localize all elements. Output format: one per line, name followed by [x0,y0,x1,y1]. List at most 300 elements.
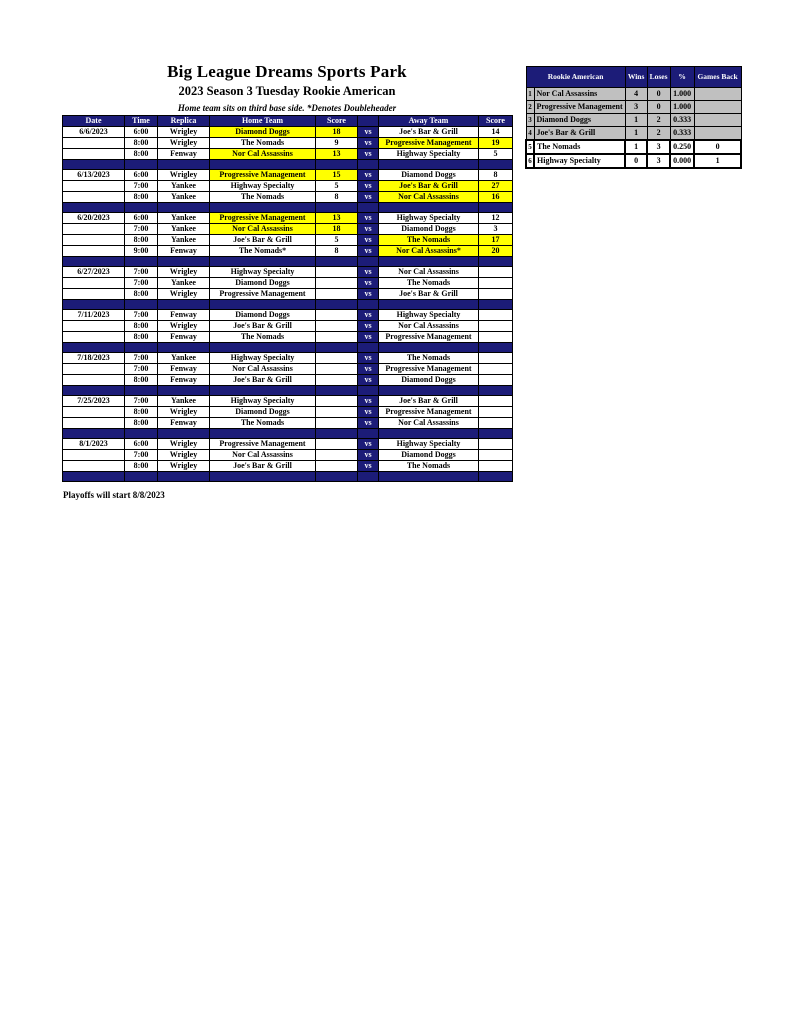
separator-cell [358,300,379,310]
standings-team: Progressive Management [534,101,625,114]
cell-vs-label: vs [358,267,379,278]
schedule-row [63,310,513,321]
cell-away-score [479,439,513,450]
cell-vs-label: vs [358,396,379,407]
cell-away-score [479,364,513,375]
cell-away-score: 20 [479,246,513,257]
separator-cell [210,386,316,396]
cell-home-team: Diamond Doggs [210,310,316,321]
cell-home-score: 18 [316,224,358,235]
separator-cell [379,429,479,439]
header-away-team: Away Team [379,116,479,127]
cell-replica: Yankee [158,235,210,246]
page-title: Big League Dreams Sports Park [167,62,407,81]
cell-replica: Wrigley [158,127,210,138]
standings-rank: 2 [526,101,534,114]
cell-away-team: Highway Specialty [379,149,479,160]
separator-cell [358,429,379,439]
separator-cell [63,429,125,439]
standings-team: Nor Cal Assassins [534,88,625,101]
standings-losses: 2 [647,127,670,141]
cell-home-score [316,450,358,461]
separator-cell [158,203,210,213]
cell-vs-label: vs [358,192,379,203]
cell-home-score: 18 [316,127,358,138]
cell-away-score: 3 [479,224,513,235]
cell-away-score [479,418,513,429]
schedule-row [63,332,513,343]
cell-away-score [479,321,513,332]
cell-home-score [316,418,358,429]
cell-time: 8:00 [125,375,158,386]
cell-away-team: Diamond Doggs [379,224,479,235]
cell-home-team: The Nomads [210,192,316,203]
separator-row [63,343,513,353]
separator-cell [479,203,513,213]
cell-home-team: Nor Cal Assassins [210,149,316,160]
cell-home-score [316,321,358,332]
standings-wins: 0 [625,154,647,168]
cell-time: 6:00 [125,127,158,138]
separator-cell [479,300,513,310]
separator-row [63,257,513,267]
cell-away-team: The Nomads [379,353,479,364]
cell-home-team: The Nomads* [210,246,316,257]
cell-time: 6:00 [125,439,158,450]
cell-vs-label: vs [358,213,379,224]
cell-away-team: Nor Cal Assassins* [379,246,479,257]
schedule-row [63,224,513,235]
separator-cell [158,343,210,353]
standings-pct: 0.250 [670,140,694,154]
cell-vs-label: vs [358,353,379,364]
cell-home-score [316,461,358,472]
cell-home-team: Joe's Bar & Grill [210,461,316,472]
cell-date [63,450,125,461]
cell-home-team: Highway Specialty [210,181,316,192]
cell-time: 8:00 [125,138,158,149]
separator-cell [379,386,479,396]
separator-cell [358,203,379,213]
cell-replica: Yankee [158,396,210,407]
separator-cell [158,300,210,310]
cell-replica: Fenway [158,418,210,429]
cell-home-team: Highway Specialty [210,353,316,364]
separator-cell [479,257,513,267]
standings-row [526,140,741,154]
separator-cell [158,472,210,482]
separator-cell [379,257,479,267]
cell-date: 6/13/2023 [63,170,125,181]
cell-date [63,321,125,332]
cell-vs-label: vs [358,235,379,246]
cell-home-score [316,267,358,278]
cell-vs-label: vs [358,127,379,138]
cell-away-score: 27 [479,181,513,192]
separator-cell [125,203,158,213]
cell-time: 8:00 [125,418,158,429]
cell-replica: Wrigley [158,461,210,472]
standings-losses: 2 [647,114,670,127]
separator-cell [125,257,158,267]
header-time: Time [125,116,158,127]
cell-home-team: Progressive Management [210,289,316,300]
cell-away-team: Joe's Bar & Grill [379,289,479,300]
cell-away-score [479,396,513,407]
cell-vs-label: vs [358,181,379,192]
cell-time: 8:00 [125,407,158,418]
separator-cell [63,343,125,353]
cell-away-team: Joe's Bar & Grill [379,181,479,192]
cell-home-score: 5 [316,235,358,246]
standings-table [525,66,742,169]
cell-date [63,278,125,289]
cell-time: 7:00 [125,278,158,289]
standings-rank: 4 [526,127,534,141]
separator-cell [210,429,316,439]
cell-away-score [479,267,513,278]
standings-rank: 1 [526,88,534,101]
cell-home-team: Progressive Management [210,213,316,224]
cell-home-score [316,310,358,321]
cell-replica: Wrigley [158,289,210,300]
separator-cell [379,300,479,310]
cell-away-score [479,310,513,321]
cell-time: 8:00 [125,461,158,472]
cell-home-score [316,364,358,375]
cell-home-team: The Nomads [210,418,316,429]
cell-away-score: 14 [479,127,513,138]
cell-vs-label: vs [358,450,379,461]
cell-home-score [316,332,358,343]
separator-cell [125,160,158,170]
cell-date: 7/25/2023 [63,396,125,407]
cell-time: 7:00 [125,267,158,278]
separator-row [63,386,513,396]
separator-cell [125,472,158,482]
cell-home-score: 13 [316,149,358,160]
separator-cell [379,203,479,213]
cell-home-score: 9 [316,138,358,149]
cell-replica: Wrigley [158,439,210,450]
cell-replica: Fenway [158,310,210,321]
cell-vs-label: vs [358,375,379,386]
standings-team: The Nomads [534,140,625,154]
schedule-row [63,321,513,332]
schedule-row [63,235,513,246]
cell-home-team: Progressive Management [210,170,316,181]
cell-away-team: The Nomads [379,278,479,289]
cell-date [63,246,125,257]
header-away-score: Score [479,116,513,127]
schedule-row [63,278,513,289]
cell-away-team: Progressive Management [379,138,479,149]
cell-away-team: Highway Specialty [379,439,479,450]
cell-away-team: Diamond Doggs [379,375,479,386]
cell-home-team: Highway Specialty [210,396,316,407]
separator-row [63,203,513,213]
cell-away-team: Nor Cal Assassins [379,418,479,429]
separator-cell [210,472,316,482]
cell-away-score [479,353,513,364]
separator-cell [316,472,358,482]
cell-replica: Fenway [158,246,210,257]
cell-vs-label: vs [358,289,379,300]
standings-losses: 0 [647,88,670,101]
schedule-row [63,192,513,203]
cell-away-score [479,450,513,461]
header-date: Date [63,116,125,127]
standings-games-back [694,127,741,141]
cell-time: 6:00 [125,213,158,224]
separator-cell [379,472,479,482]
header-replica: Replica [158,116,210,127]
cell-away-team: The Nomads [379,461,479,472]
cell-away-team: Highway Specialty [379,213,479,224]
cell-date [63,375,125,386]
separator-cell [63,300,125,310]
cell-date: 6/27/2023 [63,267,125,278]
separator-cell [316,257,358,267]
cell-date: 6/20/2023 [63,213,125,224]
cell-home-team: Nor Cal Assassins [210,450,316,461]
cell-time: 8:00 [125,332,158,343]
separator-cell [316,386,358,396]
standings-games-back [694,101,741,114]
standings-rank: 6 [526,154,534,168]
header-home-team: Home Team [210,116,316,127]
cell-vs-label: vs [358,170,379,181]
standings-header-row [526,67,741,88]
schedule-row [63,289,513,300]
schedule-row [63,450,513,461]
standings-games-back [694,88,741,101]
separator-cell [63,203,125,213]
schedule-row [63,246,513,257]
cell-away-score: 5 [479,149,513,160]
cell-away-team: Nor Cal Assassins [379,321,479,332]
separator-cell [210,300,316,310]
cell-away-score [479,461,513,472]
cell-home-team: Joe's Bar & Grill [210,375,316,386]
cell-home-team: Nor Cal Assassins [210,224,316,235]
separator-cell [63,257,125,267]
separator-cell [316,160,358,170]
cell-vs-label: vs [358,278,379,289]
standings-rank: 3 [526,114,534,127]
separator-cell [158,160,210,170]
separator-cell [379,343,479,353]
cell-away-team: Progressive Management [379,364,479,375]
playoffs-note: Playoffs will start 8/8/2023 [63,490,165,500]
cell-date [63,192,125,203]
cell-away-team: Joe's Bar & Grill [379,127,479,138]
cell-away-team: Nor Cal Assassins [379,267,479,278]
cell-home-score [316,278,358,289]
standings-row [526,154,741,168]
cell-date [63,407,125,418]
separator-cell [210,160,316,170]
cell-home-score [316,289,358,300]
cell-vs-label: vs [358,310,379,321]
cell-time: 7:00 [125,450,158,461]
cell-date [63,332,125,343]
cell-away-team: The Nomads [379,235,479,246]
cell-replica: Yankee [158,278,210,289]
standings-team: Highway Specialty [534,154,625,168]
schedule-row [63,267,513,278]
schedule-row [63,149,513,160]
cell-home-score [316,396,358,407]
standings-row [526,88,741,101]
cell-away-score [479,332,513,343]
cell-home-team: Diamond Doggs [210,407,316,418]
standings-games-back [694,114,741,127]
cell-away-score [479,375,513,386]
schedule-row [63,353,513,364]
cell-date [63,149,125,160]
schedule-header-row [63,116,513,127]
separator-cell [358,343,379,353]
separator-cell [158,429,210,439]
cell-date [63,181,125,192]
separator-cell [63,472,125,482]
separator-cell [479,160,513,170]
cell-home-team: Diamond Doggs [210,127,316,138]
title-block [62,62,512,113]
separator-cell [158,257,210,267]
separator-cell [125,343,158,353]
separator-cell [210,257,316,267]
cell-vs-label: vs [358,407,379,418]
cell-away-score: 12 [479,213,513,224]
cell-home-team: The Nomads [210,138,316,149]
standings-header-wins: Wins [625,67,647,88]
cell-away-team: Joe's Bar & Grill [379,396,479,407]
separator-cell [158,386,210,396]
standings-pct: 0.000 [670,154,694,168]
standings-header-loses: Loses [647,67,670,88]
cell-home-team: The Nomads [210,332,316,343]
standings-team: Diamond Doggs [534,114,625,127]
cell-vs-label: vs [358,439,379,450]
cell-away-team: Diamond Doggs [379,450,479,461]
separator-cell [479,472,513,482]
standings-wins: 1 [625,140,647,154]
cell-vs-label: vs [358,321,379,332]
cell-home-score: 5 [316,181,358,192]
cell-date [63,224,125,235]
separator-cell [210,203,316,213]
page-subtitle: 2023 Season 3 Tuesday Rookie American [178,84,396,98]
standings-title: Rookie American [526,67,625,88]
cell-replica: Wrigley [158,450,210,461]
separator-cell [316,203,358,213]
cell-date [63,235,125,246]
cell-away-team: Highway Specialty [379,310,479,321]
schedule-row [63,181,513,192]
cell-date [63,138,125,149]
standings-rank: 5 [526,140,534,154]
cell-time: 8:00 [125,321,158,332]
cell-away-team: Diamond Doggs [379,170,479,181]
standings-wins: 1 [625,127,647,141]
standings-losses: 3 [647,154,670,168]
cell-replica: Yankee [158,353,210,364]
cell-home-score [316,375,358,386]
cell-away-score: 8 [479,170,513,181]
cell-time: 6:00 [125,170,158,181]
schedule-row [63,364,513,375]
standings-pct: 1.000 [670,101,694,114]
cell-time: 7:00 [125,396,158,407]
cell-home-team: Diamond Doggs [210,278,316,289]
cell-away-team: Nor Cal Assassins [379,192,479,203]
standings-pct: 0.333 [670,127,694,141]
cell-replica: Wrigley [158,170,210,181]
cell-home-team: Nor Cal Assassins [210,364,316,375]
cell-vs-label: vs [358,149,379,160]
standings-header-games-back: Games Back [694,67,741,88]
separator-cell [379,160,479,170]
separator-row [63,300,513,310]
cell-home-score: 8 [316,246,358,257]
schedule-row [63,213,513,224]
standings-row [526,127,741,141]
cell-time: 7:00 [125,353,158,364]
schedule-row [63,461,513,472]
cell-vs-label: vs [358,364,379,375]
cell-date: 8/1/2023 [63,439,125,450]
separator-row [63,160,513,170]
cell-home-score [316,353,358,364]
standings-pct: 0.333 [670,114,694,127]
separator-cell [358,472,379,482]
separator-cell [125,300,158,310]
cell-vs-label: vs [358,224,379,235]
separator-cell [125,429,158,439]
schedule-row [63,170,513,181]
cell-time: 7:00 [125,310,158,321]
cell-replica: Yankee [158,181,210,192]
schedule-row [63,375,513,386]
cell-replica: Yankee [158,224,210,235]
cell-time: 8:00 [125,149,158,160]
schedule-table [62,115,513,482]
cell-vs-label: vs [358,418,379,429]
separator-cell [125,386,158,396]
cell-home-score [316,407,358,418]
separator-cell [63,386,125,396]
cell-home-team: Progressive Management [210,439,316,450]
cell-replica: Fenway [158,332,210,343]
cell-home-score [316,439,358,450]
header-vs [358,116,379,127]
cell-vs-label: vs [358,461,379,472]
schedule-row [63,138,513,149]
cell-replica: Wrigley [158,267,210,278]
cell-away-score [479,289,513,300]
standings-losses: 0 [647,101,670,114]
schedule-row [63,439,513,450]
cell-home-score: 13 [316,213,358,224]
standings-losses: 3 [647,140,670,154]
cell-time: 7:00 [125,364,158,375]
separator-cell [479,386,513,396]
cell-home-score: 8 [316,192,358,203]
cell-date [63,364,125,375]
cell-away-score: 17 [479,235,513,246]
